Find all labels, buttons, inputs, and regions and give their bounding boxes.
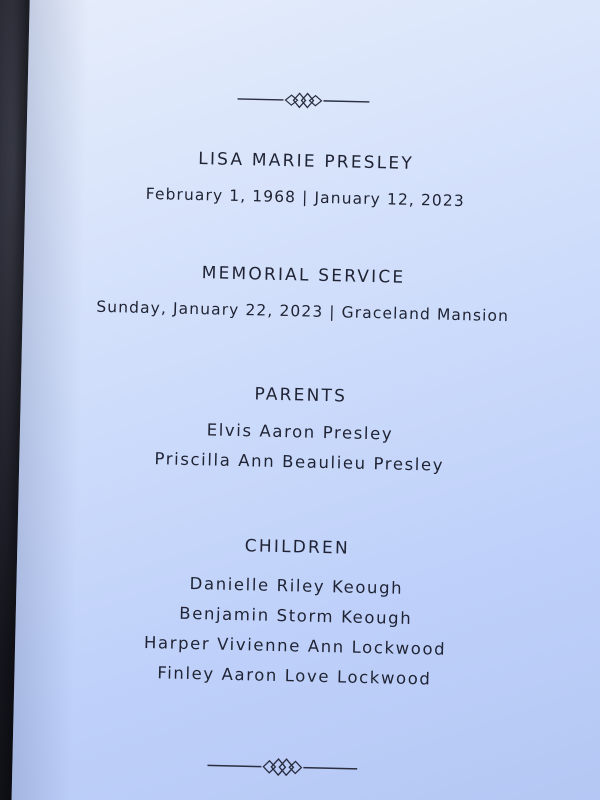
children-heading: CHILDREN (244, 536, 351, 559)
bottom-ornament-icon (207, 752, 358, 781)
parent-name: Elvis Aaron Presley (206, 420, 394, 444)
parents-section (19, 379, 581, 484)
life-dates: February 1, 1968 | January 12, 2023 (145, 184, 465, 211)
deceased-name: LISA MARIE PRESLEY (198, 149, 415, 174)
parents-list (19, 411, 580, 484)
top-ornament-icon (237, 88, 369, 113)
child-name: Benjamin Storm Keough (179, 603, 413, 629)
memorial-program-page (11, 0, 600, 800)
child-name: Harper Vivienne Ann Lockwood (143, 632, 447, 659)
parent-name: Priscilla Ann Beaulieu Presley (154, 449, 445, 475)
parents-heading: PARENTS (254, 384, 348, 407)
service-details: Sunday, January 22, 2023 | Graceland Mansion (96, 297, 510, 326)
children-section (14, 531, 577, 698)
children-list (14, 565, 577, 698)
service-heading: MEMORIAL SERVICE (201, 263, 406, 288)
child-name: Finley Aaron Love Lockwood (157, 663, 432, 689)
service-section (23, 259, 584, 327)
child-name: Danielle Riley Keough (189, 573, 404, 598)
deceased-section (25, 145, 586, 213)
